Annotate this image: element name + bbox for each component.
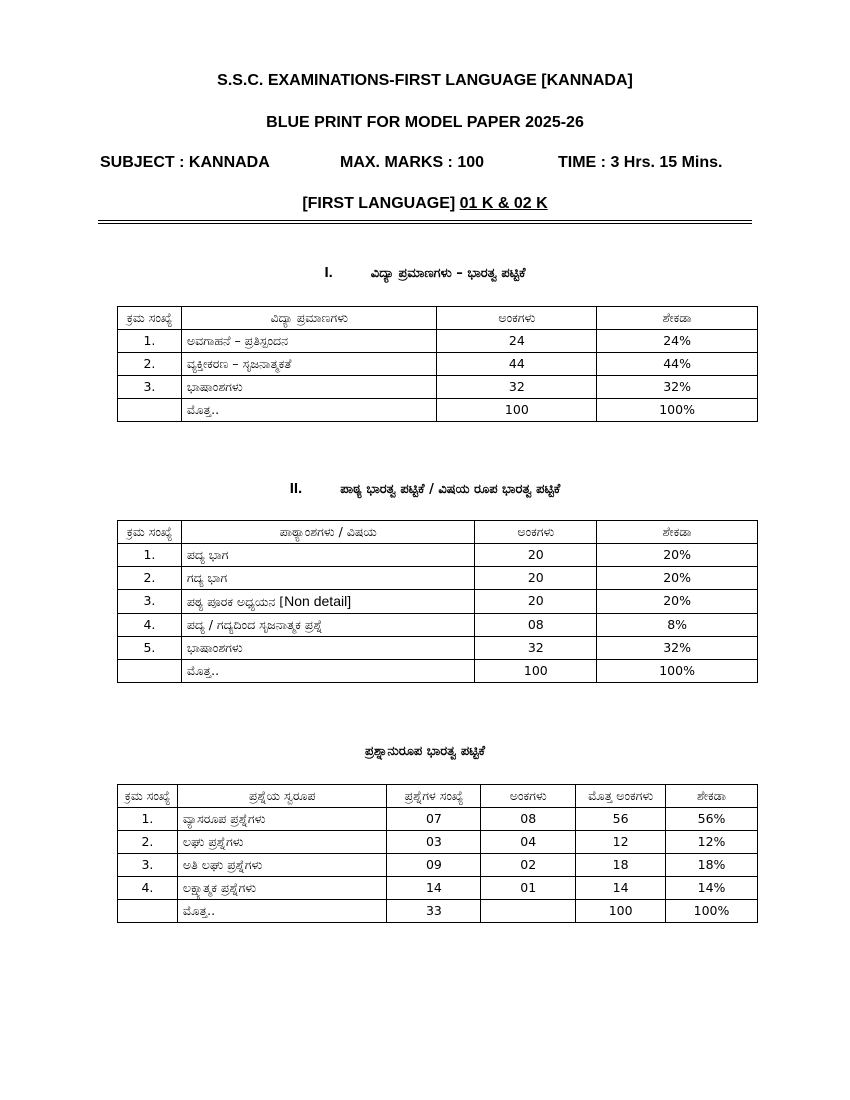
table-row [118,831,758,854]
table-header-row [118,785,758,808]
cell-total-label: ಮೊತ್ತ.. [177,900,387,923]
section2-number: II. [289,480,303,497]
cell-marks: 04 [481,831,576,854]
col-header-name: ವಿದ್ಯಾ ಪ್ರಮಾಣಗಳು [181,307,437,330]
cell-serial: 2. [118,831,178,854]
section1-title: ವಿದ್ಯಾ ಪ್ರಮಾಣಗಳು – ಭಾರತ್ವ ಪಟ್ಟಿಕೆ [370,266,526,281]
cell-total-percent: 100% [597,660,758,683]
cell-percent: 14% [666,877,758,900]
cell-marks: 08 [481,808,576,831]
col-header-marks: ಅಂಕಗಳು [481,785,576,808]
cell-serial: 4. [118,877,178,900]
col-header-percent: ಶೇಕಡಾ [666,785,758,808]
cell-name: ಭಾಷಾಂಶಗಳು [181,376,437,399]
cell-total-marks: 12 [576,831,666,854]
cell-question-count: 07 [387,808,481,831]
cell-total-marks: 56 [576,808,666,831]
table-header-row [118,307,758,330]
cell-serial: 4. [118,614,182,637]
language-code: 01 K & 02 K [459,195,548,212]
cell-marks: 01 [481,877,576,900]
cell-total-percent: 100% [597,399,758,422]
section1-table [117,306,758,422]
cell-serial: 3. [118,590,182,614]
cell-total-marks: 14 [576,877,666,900]
table-total-row [118,900,758,923]
cell-serial-empty [118,399,182,422]
table-row [118,567,758,590]
cell-percent: 44% [597,353,758,376]
cell-question-count: 14 [387,877,481,900]
cell-serial: 2. [118,353,182,376]
cell-percent: 32% [597,637,758,660]
cell-serial-empty [118,660,182,683]
section1-heading [0,264,850,281]
cell-topic: ಭಾಷಾಂಶಗಳು [181,637,474,660]
cell-total-marks: 100 [475,660,597,683]
col-header-serial: ಕ್ರಮ ಸಂಖ್ಯೆ [118,307,182,330]
cell-marks: 32 [475,637,597,660]
time-label: TIME : 3 Hrs. 15 Mins. [558,154,723,171]
section2-heading [0,480,850,497]
col-header-question-type: ಪ್ರಶ್ನೆಯ ಸ್ವರೂಪ [177,785,387,808]
col-header-percent: ಶೇಕಡಾ [597,307,758,330]
table-row [118,544,758,567]
cell-marks-empty [481,900,576,923]
table-row [118,808,758,831]
cell-percent: 20% [597,567,758,590]
cell-serial-empty [118,900,178,923]
cell-name: ವ್ಯಕ್ತೀಕರಣ – ಸೃಜನಾತ್ಮಕತೆ [181,353,437,376]
col-header-serial: ಕ್ರಮ ಸಂಖ್ಯೆ [118,521,182,544]
col-header-percent: ಶೇಕಡಾ [597,521,758,544]
table-row [118,330,758,353]
language-prefix: [FIRST LANGUAGE] [302,195,456,212]
language-line [0,195,850,213]
max-marks-label: MAX. MARKS : 100 [340,154,485,171]
cell-topic-english: Non detail] [284,593,352,609]
table-row [118,590,758,614]
cell-marks: 20 [475,567,597,590]
section3-heading: ಪ್ರಶ್ನಾನುರೂಪ ಭಾರತ್ವ ಪಟ್ಟಿಕೆ [365,744,485,759]
cell-topic: ಪದ್ಯ / ಗದ್ಯದಿಂದ ಸೃಜನಾತ್ಮಕ ಪ್ರಶ್ನೆ [181,614,474,637]
cell-percent: 56% [666,808,758,831]
cell-serial: 2. [118,567,182,590]
col-header-serial: ಕ್ರಮ ಸಂಖ್ಯೆ [118,785,178,808]
subject-label: SUBJECT : KANNADA [100,154,270,171]
doc-title: S.S.C. EXAMINATIONS-FIRST LANGUAGE [KANNADA] [217,72,633,89]
table-header-row [118,521,758,544]
cell-percent: 20% [597,590,758,614]
cell-serial: 1. [118,544,182,567]
cell-marks: 20 [475,590,597,614]
cell-percent: 8% [597,614,758,637]
cell-question-type: ಲಕ್ಷ್ಯಾತ್ಮಕ ಪ್ರಶ್ನೆಗಳು [177,877,387,900]
cell-serial: 1. [118,808,178,831]
cell-marks: 24 [437,330,597,353]
table-row [118,614,758,637]
table-row [118,877,758,900]
section1-number: I. [324,264,333,281]
divider-top [98,220,752,221]
cell-question-type: ವ್ಯಾಸರೂಪ ಪ್ರಶ್ನೆಗಳು [177,808,387,831]
table-row [118,376,758,399]
cell-total-marks: 100 [576,900,666,923]
table-total-row [118,660,758,683]
section2-table [117,520,758,683]
col-header-total-marks: ಮೊತ್ತ ಅಂಕಗಳು [576,785,666,808]
table-row [118,637,758,660]
col-header-topic: ಪಾಠ್ಯಾಂಶಗಳು / ವಿಷಯ [181,521,474,544]
col-header-question-count: ಪ್ರಶ್ನೆಗಳ ಸಂಖ್ಯೆ [387,785,481,808]
section3-table [117,784,758,923]
cell-percent: 24% [597,330,758,353]
cell-marks: 44 [437,353,597,376]
cell-total-label: ಮೊತ್ತ.. [181,660,474,683]
table-total-row [118,399,758,422]
table-row [118,353,758,376]
cell-serial: 1. [118,330,182,353]
section2-title: ಪಾಠ್ಯ ಭಾರತ್ವ ಪಟ್ಟಿಕೆ / ವಿಷಯ ರೂಪ ಭಾರತ್ವ ಪಟ್ಟಿಕೆ [340,482,561,497]
table-row [118,854,758,877]
cell-percent: 18% [666,854,758,877]
col-header-marks: ಅಂಕಗಳು [437,307,597,330]
doc-subtitle: BLUE PRINT FOR MODEL PAPER 2025-26 [266,114,584,131]
cell-percent: 12% [666,831,758,854]
cell-topic: ಗದ್ಯ ಭಾಗ [181,567,474,590]
cell-serial: 5. [118,637,182,660]
col-header-marks: ಅಂಕಗಳು [475,521,597,544]
cell-marks: 08 [475,614,597,637]
cell-serial: 3. [118,854,178,877]
cell-marks: 32 [437,376,597,399]
cell-question-count: 09 [387,854,481,877]
cell-total-label: ಮೊತ್ತ.. [181,399,437,422]
cell-question-type: ಅತಿ ಲಘು ಪ್ರಶ್ನೆಗಳು [177,854,387,877]
divider-bottom [98,223,752,224]
cell-serial: 3. [118,376,182,399]
cell-total-marks: 18 [576,854,666,877]
cell-topic [181,590,474,614]
cell-marks: 02 [481,854,576,877]
cell-percent: 32% [597,376,758,399]
cell-total-percent: 100% [666,900,758,923]
cell-name: ಅವಗಾಹನೆ – ಪ್ರತಿಸ್ಪಂದನ [181,330,437,353]
cell-percent: 20% [597,544,758,567]
cell-total-marks: 100 [437,399,597,422]
cell-question-count: 03 [387,831,481,854]
cell-question-type: ಲಘು ಪ್ರಶ್ನೆಗಳು [177,831,387,854]
cell-topic-kannada: ಪಠ್ಯ ಪೂರಕ ಅಧ್ಯಯನ [ [186,594,285,609]
cell-total-count: 33 [387,900,481,923]
cell-topic: ಪದ್ಯ ಭಾಗ [181,544,474,567]
cell-marks: 20 [475,544,597,567]
